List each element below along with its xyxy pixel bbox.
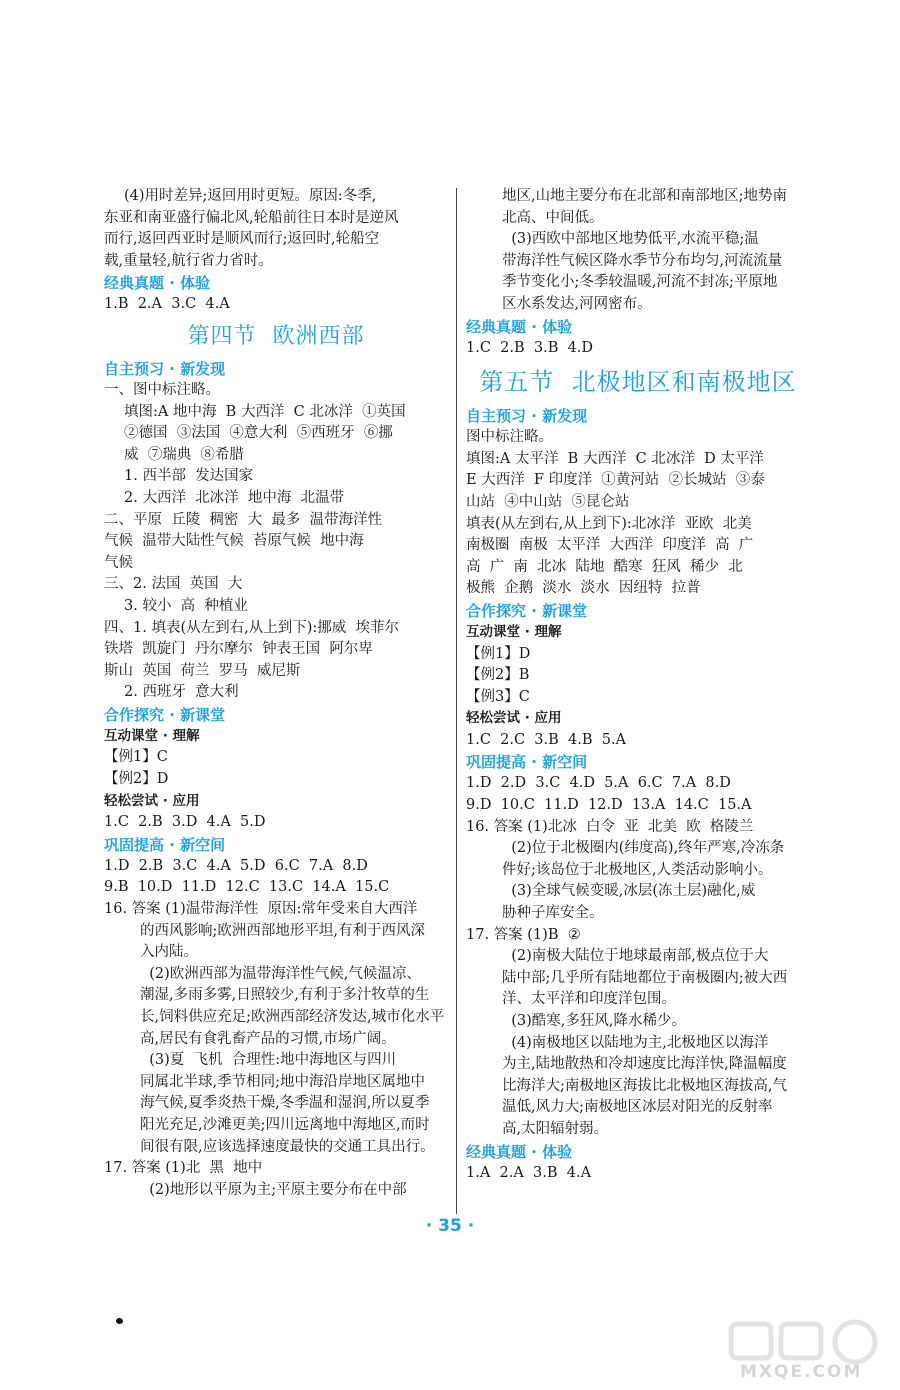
text-line: (2)地形以平原为主;平原主要分布在中部 — [140, 1181, 407, 1198]
text-line: 1.B 2.A 3.C 4.A — [104, 296, 230, 313]
text-line: 斯山 英国 荷兰 罗马 威尼斯 — [104, 662, 301, 679]
text-line: 1.C 2.C 3.B 4.B 5.A — [466, 731, 627, 748]
text-line: 为主,陆地散热和冷却速度比海洋快,降温幅度 — [502, 1056, 787, 1073]
text-line: 阳光充足,沙滩更美;四川远离地中海地区,而时 — [140, 1116, 430, 1133]
text-line: 【例3】C — [466, 688, 530, 705]
section-heading: 经典真题 · 体验 — [104, 274, 211, 293]
section-heading: 合作探究 · 新课堂 — [466, 601, 588, 620]
text-line: 温低,风力大;南极地区冰层对阳光的反射率 — [502, 1099, 773, 1116]
section-heading: 巩固提高 · 新空间 — [104, 835, 226, 854]
text-line: 三、2. 法国 英国 大 — [104, 576, 243, 593]
subsection-heading: 互动课堂 · 理解 — [104, 727, 200, 744]
chapter-title: 第四节 欧洲西部 — [187, 323, 365, 349]
text-line: 威 ⑦瑞典 ⑧希腊 — [124, 446, 244, 463]
section-heading: 合作探究 · 新课堂 — [104, 705, 226, 724]
text-line: 北高、中间低。 — [502, 209, 604, 226]
text-line: 17. 答案 (1)北 黑 地中 — [104, 1160, 263, 1177]
text-line: 9.D 10.C 11.D 12.D 13.A 14.C 15.A — [466, 797, 752, 814]
text-line: 气候 温带大陆性气候 苔原气候 地中海 — [104, 533, 364, 550]
text-line: (3)酷寒,多狂风,降水稀少。 — [502, 1013, 686, 1029]
ink-dot — [116, 1318, 123, 1324]
text-line: 潮湿,多雨多雾,日照较少,有利于多汁牧草的生 — [140, 987, 430, 1004]
text-line: 1.A 2.A 3.B 4.A — [466, 1164, 592, 1181]
text-line: 2. 大西洋 北冰洋 地中海 北温带 — [124, 489, 345, 506]
text-line: 3. 较小 高 种植业 — [124, 597, 248, 614]
text-line: 一、图中标注略。 — [104, 381, 220, 398]
text-line: 9.B 10.D 11.D 12.C 13.C 14.A 15.C — [104, 879, 390, 896]
text-line: 【例1】D — [466, 645, 531, 662]
text-line: 铁塔 凯旋门 丹尔摩尔 钟表王国 阿尔卑 — [104, 641, 373, 658]
text-line: 入内陆。 — [140, 944, 198, 961]
text-line: (2)位于北极圈内(纬度高),终年严寒,冷冻条 — [502, 840, 785, 857]
text-line: 比海洋大;南极地区海拔比北极地区海拔高,气 — [502, 1077, 787, 1094]
text-line: E 大西洋 F 印度洋 ①黄河站 ②长城站 ③泰 — [466, 472, 765, 489]
text-line: 2. 西班牙 意大利 — [124, 684, 239, 701]
section-heading: 自主预习 · 新发现 — [104, 359, 226, 378]
text-line: 填图:A 太平洋 B 大西洋 C 北冰洋 D 太平洋 — [466, 450, 764, 467]
text-line: 极熊 企鹅 淡水 淡水 因纽特 拉普 — [466, 580, 701, 597]
text-line: 二、平原 丘陵 稠密 大 最多 温带海洋性 — [104, 511, 383, 528]
text-line: 【例2】B — [466, 667, 530, 684]
text-line: 陆中部;几乎所有陆地都位于南极圈内;被大西 — [502, 969, 788, 986]
subsection-heading: 互动课堂 · 理解 — [466, 623, 562, 640]
text-line: 间很有限,应该选择速度最快的交通工具出行。 — [140, 1138, 435, 1155]
text-line: 海气候,夏季炎热干燥,冬季温和湿润,所以夏季 — [140, 1095, 430, 1112]
section-heading: 自主预习 · 新发现 — [466, 407, 588, 426]
text-line: 1.D 2.B 3.C 4.A 5.D 6.C 7.A 8.D — [104, 857, 368, 874]
column-divider — [456, 188, 457, 1214]
text-line: 气候 — [104, 554, 133, 571]
text-line: (2)欧洲西部为温带海洋性气候,气候温凉、 — [140, 965, 421, 982]
section-heading: 经典真题 · 体验 — [466, 1142, 573, 1161]
text-line: (3)夏 飞机 合理性:地中海地区与四川 — [140, 1052, 397, 1069]
text-line: 高,太阳辐射弱。 — [502, 1120, 609, 1137]
text-line: 的西风影响;欧洲西部地形平坦,有利于西风深 — [140, 922, 425, 939]
text-line: ②德国 ③法国 ④意大利 ⑤西班牙 ⑥挪 — [124, 425, 393, 442]
text-line: 地区,山地主要分布在北部和南部地区;地势南 — [502, 188, 787, 204]
subsection-heading: 轻松尝试 · 应用 — [104, 792, 200, 809]
text-line: 胁种子库安全。 — [502, 905, 604, 922]
text-line: 高,居民有食乳畜产品的习惯,市场广阔。 — [140, 1030, 396, 1047]
text-line: 南极圈 南极 太平洋 大西洋 印度洋 高 广 — [466, 537, 754, 554]
text-line: 载,重量轻,航行省力省时。 — [104, 252, 273, 269]
text-line: 图中标注略。 — [466, 429, 553, 446]
text-line: 17. 答案 (1)B ② — [466, 926, 581, 943]
text-line: 【例2】D — [104, 771, 169, 788]
text-line: 1.C 2.B 3.B 4.D — [466, 339, 594, 356]
text-line: 而行,返回西亚时是顺风而行;返回时,轮船空 — [104, 231, 380, 248]
section-heading: 经典真题 · 体验 — [466, 317, 573, 336]
text-line: 件好;该岛位于北极地区,人类活动影响小。 — [502, 861, 773, 878]
text-line: 四、1. 填表(从左到右,从上到下):挪威 埃菲尔 — [104, 619, 399, 636]
text-line: 区水系发达,河网密布。 — [502, 295, 652, 312]
subsection-heading: 轻松尝试 · 应用 — [466, 710, 562, 727]
text-line: 同属北半球,季节相同;地中海沿岸地区属地中 — [140, 1073, 425, 1090]
text-line: 带海洋性气候区降水季节分布均匀,河流流量 — [502, 252, 783, 269]
text-line: (4)南极地区以陆地为主,北极地区以海洋 — [502, 1034, 769, 1051]
page-number: · 35 · — [425, 1216, 475, 1236]
text-line: 季节变化小;冬季较温暖,河流不封冻;平原地 — [502, 274, 778, 291]
text-line: 【例1】C — [104, 749, 168, 766]
text-line: (3)西欧中部地区地势低平,水流平稳;温 — [502, 231, 759, 248]
text-line: (2)南极大陆位于地球最南部,极点位于大 — [502, 948, 769, 965]
text-line: (4)用时差异;返回用时更短。原因:冬季, — [124, 188, 377, 204]
text-line: 长,饲料供应充足;欧洲西部经济发达,城市化水平 — [140, 1009, 445, 1025]
text-line: 高 广 南 北冰 陆地 酷寒 狂风 稀少 北 — [466, 558, 743, 575]
text-line: (3)全球气候变暖,冰层(冻土层)融化,威 — [502, 883, 756, 900]
text-line: 东亚和南亚盛行偏北风,轮船前往日本时是逆风 — [104, 209, 399, 226]
text-line: 16. 答案 (1)北冰 白令 亚 北美 欧 格陵兰 — [466, 818, 754, 835]
right-column — [466, 186, 810, 1184]
watermark-text: MXQE.COM — [740, 1362, 863, 1382]
text-line: 1.C 2.B 3.D 4.A 5.D — [104, 814, 266, 831]
text-line: 填表(从左到右,从上到下):北冰洋 亚欧 北美 — [466, 515, 752, 532]
text-line: 16. 答案 (1)温带海洋性 原因:常年受来自大西洋 — [104, 901, 418, 918]
section-heading: 巩固提高 · 新空间 — [466, 753, 588, 772]
left-column — [104, 186, 448, 1201]
text-line: 1.D 2.D 3.C 4.D 5.A 6.C 7.A 8.D — [466, 775, 731, 792]
chapter-title: 第五节 北极地区和南极地区 — [479, 368, 797, 397]
text-line: 填图:A 地中海 B 大西洋 C 北冰洋 ①英国 — [124, 403, 406, 420]
text-line: 山站 ④中山站 ⑤昆仑站 — [466, 493, 630, 510]
text-line: 洋、太平洋和印度洋包围。 — [502, 991, 676, 1008]
text-line: 1. 西半部 发达国家 — [124, 468, 254, 485]
